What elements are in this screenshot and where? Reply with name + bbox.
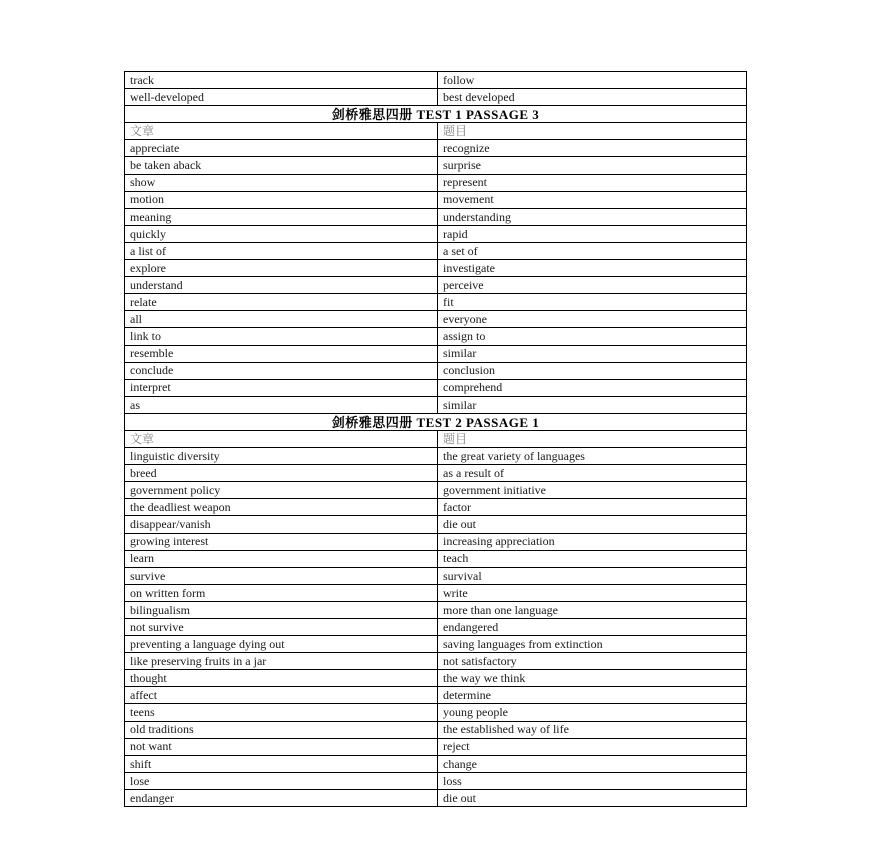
article-cell: not want xyxy=(125,738,438,755)
article-cell: thought xyxy=(125,670,438,687)
table-row xyxy=(125,89,747,106)
table-row xyxy=(125,362,747,379)
article-cell: growing interest xyxy=(125,533,438,550)
article-cell: old traditions xyxy=(125,721,438,738)
question-cell: represent xyxy=(438,174,747,191)
section-title: 剑桥雅思四册 TEST 2 PASSAGE 1 xyxy=(125,413,747,430)
article-cell: resemble xyxy=(125,345,438,362)
question-cell: comprehend xyxy=(438,379,747,396)
question-cell: recognize xyxy=(438,140,747,157)
article-cell: bilingualism xyxy=(125,601,438,618)
table-row xyxy=(125,174,747,191)
article-cell: meaning xyxy=(125,208,438,225)
table-row xyxy=(125,191,747,208)
question-cell: similar xyxy=(438,345,747,362)
question-cell: everyone xyxy=(438,311,747,328)
vocab-table-body xyxy=(125,72,747,807)
question-cell: write xyxy=(438,584,747,601)
article-cell: link to xyxy=(125,328,438,345)
article-cell: not survive xyxy=(125,619,438,636)
question-cell: factor xyxy=(438,499,747,516)
column-header-row xyxy=(125,430,747,447)
question-cell: not satisfactory xyxy=(438,653,747,670)
table-row xyxy=(125,345,747,362)
question-cell: rapid xyxy=(438,225,747,242)
vocab-table xyxy=(124,71,747,807)
table-row xyxy=(125,499,747,516)
table-row xyxy=(125,738,747,755)
table-row xyxy=(125,72,747,89)
table-row xyxy=(125,448,747,465)
table-row xyxy=(125,653,747,670)
question-cell: investigate xyxy=(438,260,747,277)
question-cell: reject xyxy=(438,738,747,755)
table-row xyxy=(125,567,747,584)
table-row xyxy=(125,755,747,772)
article-cell: survive xyxy=(125,567,438,584)
table-row xyxy=(125,482,747,499)
question-cell: endangered xyxy=(438,619,747,636)
article-cell: like preserving fruits in a jar xyxy=(125,653,438,670)
question-cell: the way we think xyxy=(438,670,747,687)
article-cell: disappear/vanish xyxy=(125,516,438,533)
table-row xyxy=(125,396,747,413)
table-row xyxy=(125,636,747,653)
article-cell: relate xyxy=(125,294,438,311)
article-cell: learn xyxy=(125,550,438,567)
table-row xyxy=(125,465,747,482)
question-cell: die out xyxy=(438,516,747,533)
article-cell: all xyxy=(125,311,438,328)
question-cell: the established way of life xyxy=(438,721,747,738)
table-row xyxy=(125,208,747,225)
question-cell: loss xyxy=(438,772,747,789)
section-title: 剑桥雅思四册 TEST 1 PASSAGE 3 xyxy=(125,106,747,123)
table-row xyxy=(125,225,747,242)
table-row xyxy=(125,670,747,687)
question-cell: follow xyxy=(438,72,747,89)
question-cell: young people xyxy=(438,704,747,721)
table-row xyxy=(125,311,747,328)
article-cell: show xyxy=(125,174,438,191)
article-cell: government policy xyxy=(125,482,438,499)
table-row xyxy=(125,140,747,157)
question-column-header: 题目 xyxy=(438,123,747,140)
table-row xyxy=(125,704,747,721)
table-row xyxy=(125,772,747,789)
question-cell: change xyxy=(438,755,747,772)
table-row xyxy=(125,516,747,533)
table-row xyxy=(125,277,747,294)
question-cell: perceive xyxy=(438,277,747,294)
article-cell: shift xyxy=(125,755,438,772)
section-header-row xyxy=(125,413,747,430)
article-column-header: 文章 xyxy=(125,123,438,140)
question-cell: teach xyxy=(438,550,747,567)
question-cell: die out xyxy=(438,789,747,806)
table-row xyxy=(125,260,747,277)
question-cell: the great variety of languages xyxy=(438,448,747,465)
article-cell: understand xyxy=(125,277,438,294)
article-cell: teens xyxy=(125,704,438,721)
question-cell: understanding xyxy=(438,208,747,225)
question-cell: a set of xyxy=(438,242,747,259)
question-cell: saving languages from extinction xyxy=(438,636,747,653)
table-row xyxy=(125,550,747,567)
article-cell: a list of xyxy=(125,242,438,259)
article-cell: endanger xyxy=(125,789,438,806)
table-row xyxy=(125,584,747,601)
table-row xyxy=(125,294,747,311)
question-cell: fit xyxy=(438,294,747,311)
article-cell: on written form xyxy=(125,584,438,601)
question-cell: surprise xyxy=(438,157,747,174)
article-cell: conclude xyxy=(125,362,438,379)
article-cell: quickly xyxy=(125,225,438,242)
question-cell: as a result of xyxy=(438,465,747,482)
section-header-row xyxy=(125,106,747,123)
column-header-row xyxy=(125,123,747,140)
article-cell: interpret xyxy=(125,379,438,396)
question-cell: determine xyxy=(438,687,747,704)
question-cell: conclusion xyxy=(438,362,747,379)
table-row xyxy=(125,619,747,636)
question-cell: similar xyxy=(438,396,747,413)
article-cell: well-developed xyxy=(125,89,438,106)
article-cell: linguistic diversity xyxy=(125,448,438,465)
question-column-header: 题目 xyxy=(438,430,747,447)
question-cell: best developed xyxy=(438,89,747,106)
table-row xyxy=(125,601,747,618)
question-cell: government initiative xyxy=(438,482,747,499)
article-cell: affect xyxy=(125,687,438,704)
table-row xyxy=(125,687,747,704)
article-cell: as xyxy=(125,396,438,413)
article-cell: lose xyxy=(125,772,438,789)
question-cell: more than one language xyxy=(438,601,747,618)
article-column-header: 文章 xyxy=(125,430,438,447)
article-cell: be taken aback xyxy=(125,157,438,174)
article-cell: track xyxy=(125,72,438,89)
table-row xyxy=(125,379,747,396)
table-row xyxy=(125,242,747,259)
question-cell: increasing appreciation xyxy=(438,533,747,550)
article-cell: preventing a language dying out xyxy=(125,636,438,653)
question-cell: movement xyxy=(438,191,747,208)
article-cell: the deadliest weapon xyxy=(125,499,438,516)
question-cell: survival xyxy=(438,567,747,584)
table-row xyxy=(125,328,747,345)
table-row xyxy=(125,789,747,806)
article-cell: motion xyxy=(125,191,438,208)
table-row xyxy=(125,533,747,550)
article-cell: breed xyxy=(125,465,438,482)
table-row xyxy=(125,721,747,738)
question-cell: assign to xyxy=(438,328,747,345)
article-cell: explore xyxy=(125,260,438,277)
article-cell: appreciate xyxy=(125,140,438,157)
table-row xyxy=(125,157,747,174)
